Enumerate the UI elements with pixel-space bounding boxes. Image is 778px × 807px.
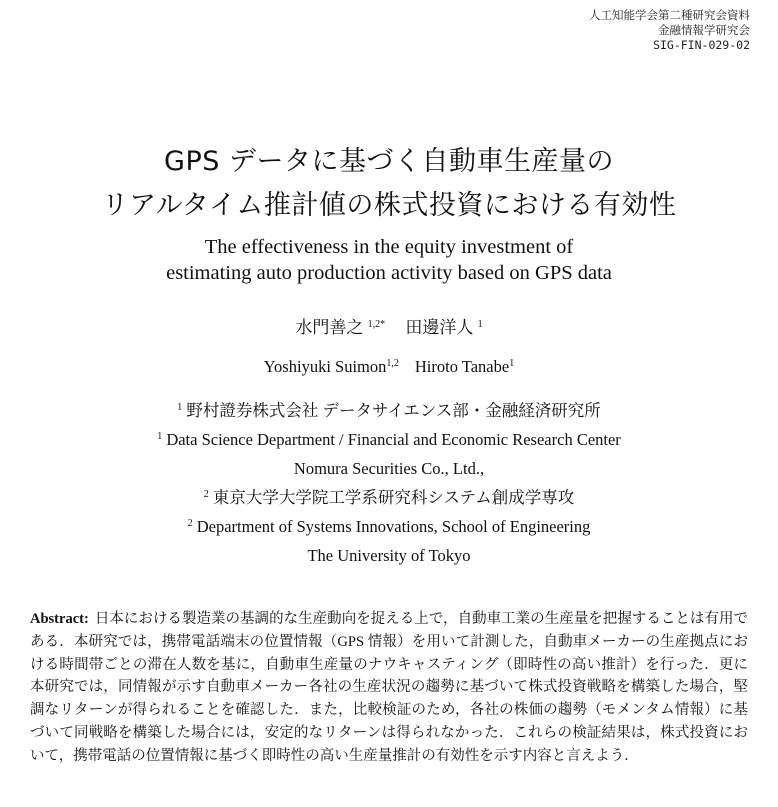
header-meta	[589, 8, 750, 53]
affiliation-1-en-line-1: Data Science Department / Financial and Economic Research Center	[166, 430, 621, 449]
affiliation-2-en-line-2: The University of Tokyo	[307, 546, 471, 565]
author-2-affil-ja: 1	[477, 319, 483, 330]
header-line-1: 人工知能学会第二種研究会資料	[589, 8, 750, 22]
japanese-title-line-1: GPS データに基づく自動車生産量の	[164, 146, 614, 177]
affiliation-2-ja-text: 東京大学大学院工学系研究科システム創成学専攻	[212, 488, 575, 507]
author-1-affil-ja: 1,2*	[367, 319, 386, 330]
affiliation-1-number: 1	[177, 402, 183, 413]
header-line-2: 金融情報学研究会	[658, 23, 750, 37]
affiliation-2	[0, 485, 778, 569]
japanese-title	[0, 140, 778, 228]
affiliation-1-ja-text: 野村證券株式会社 データサイエンス部・金融経済研究所	[186, 401, 601, 420]
affiliation-2-en	[0, 514, 778, 543]
affiliation-2-en-line-1: Department of Systems Innovations, School of Engineering	[196, 517, 591, 536]
affiliation-1-en-line-2: Nomura Securities Co., Ltd.,	[293, 459, 485, 478]
author-2-affil-en: 1	[509, 358, 515, 369]
abstract-text: 日本における製造業の基調的な生産動向を捉える上で，自動車工業の生産量を把握することは有用である．本研究では，携帯電話端末の位置情報（GPS 情報）を用いて計測した，自動車メーカーの生産拠点における時間帯ごとの滞在人数を基に，自動車生産量のナウキャスティング（即時性の高い推計）を行った．更に本研究では，同情報が示す自動車メーカー各社の生産状況の趨勢に基づいて株式投資戦略を構築した場合，堅調なリターンが得られることを確認した．また，比較検証のため，各社の株価の趨勢（モメンタム情報）に基づいて同戦略を構築した場合には，安定的なリターンは得られなかった．これらの検証結果は，株式投資において，携帯電話の位置情報に基づく即時性の高い生産量推計の有効性を示す内容と言えよう．	[30, 611, 748, 764]
english-title	[0, 234, 778, 286]
abstract-label: Abstract:	[30, 611, 89, 627]
japanese-title-line-2: リアルタイム推計値の株式投資における有効性	[101, 190, 677, 221]
affiliation-2-number: 2	[203, 489, 209, 500]
header-line-3: SIG-FIN-029-02	[653, 38, 750, 52]
authors-japanese	[0, 316, 778, 343]
affiliation-2-ja	[0, 485, 778, 514]
english-title-line-1: The effectiveness in the equity investment of	[204, 236, 574, 258]
english-title-line-2: estimating auto production activity based on GPS data	[166, 262, 612, 284]
affiliation-1-number-en: 1	[157, 431, 163, 442]
affiliation-1	[0, 398, 778, 482]
author-2-name-en: Hiroto Tanabe	[414, 357, 510, 376]
authors-english	[0, 355, 778, 382]
affiliation-2-number-en: 2	[187, 518, 193, 529]
author-1-affil-en: 1,2	[386, 358, 399, 369]
affiliation-1-en	[0, 427, 778, 456]
affiliation-1-ja	[0, 398, 778, 427]
author-1-name-ja: 水門善之	[295, 318, 364, 337]
abstract	[30, 608, 748, 768]
author-2-name-ja: 田邊洋人	[405, 318, 474, 337]
author-1-name-en: Yoshiyuki Suimon	[263, 357, 387, 376]
